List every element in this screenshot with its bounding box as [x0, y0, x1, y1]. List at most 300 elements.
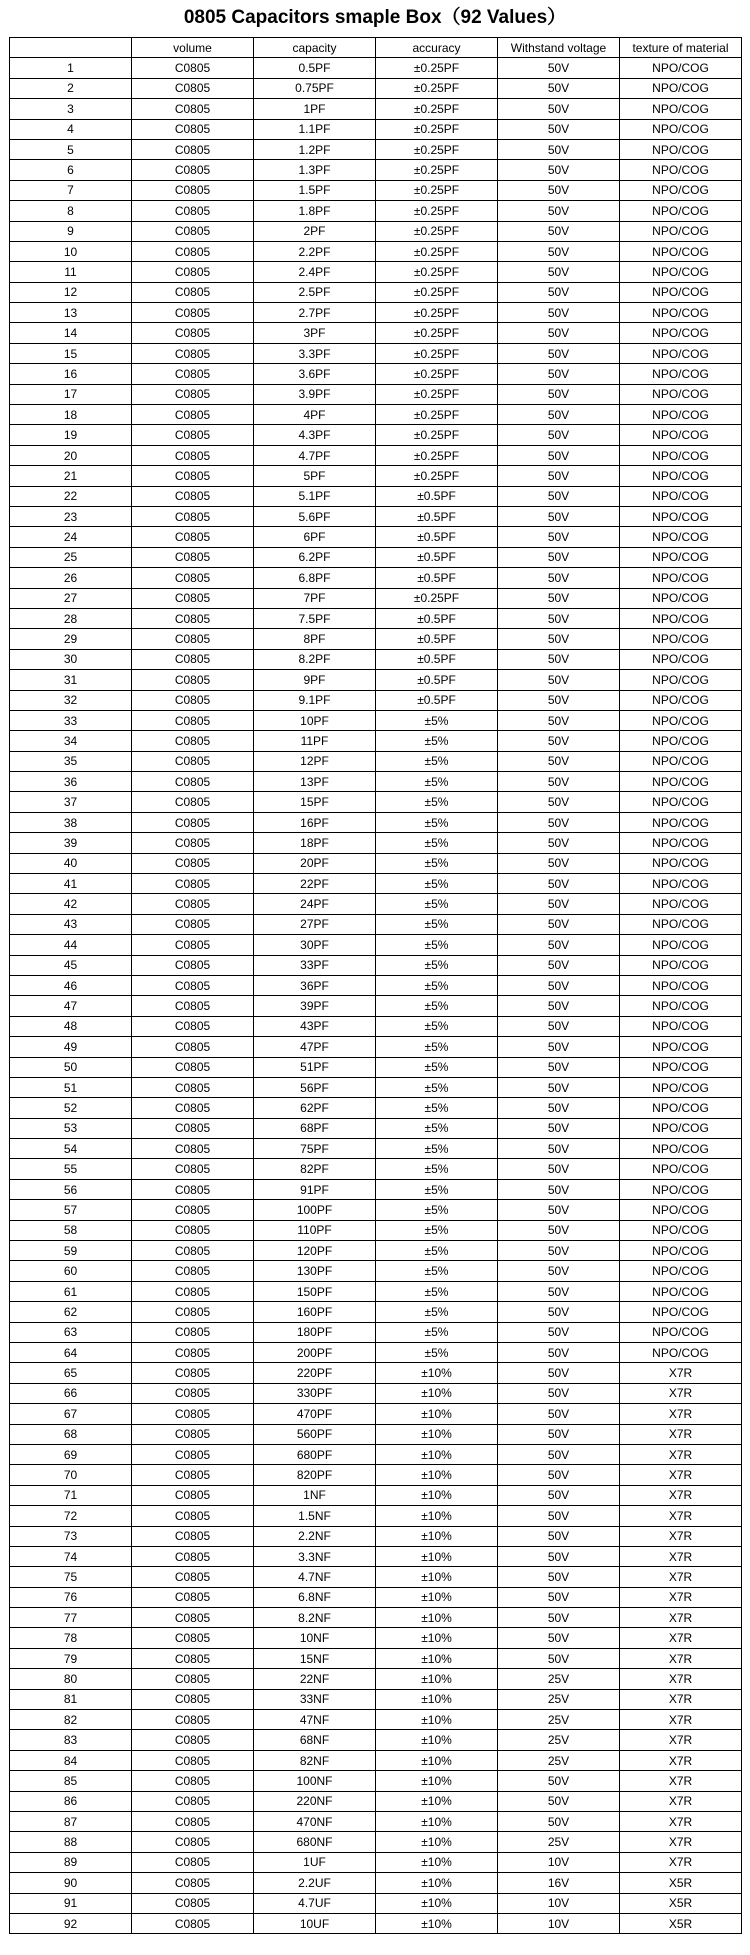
table-row	[10, 935, 742, 955]
cell-withstand-voltage: 50V	[498, 1485, 620, 1505]
cell-capacity: 1.5PF	[254, 180, 376, 200]
cell-texture-of-material: NPO/COG	[620, 1343, 742, 1363]
cell-texture-of-material: NPO/COG	[620, 853, 742, 873]
cell-volume: C0805	[132, 1261, 254, 1281]
cell-volume: C0805	[132, 1179, 254, 1199]
cell-texture-of-material: X7R	[620, 1383, 742, 1403]
cell-index: 26	[10, 568, 132, 588]
cell-volume: C0805	[132, 935, 254, 955]
cell-capacity: 5.6PF	[254, 506, 376, 526]
cell-withstand-voltage: 50V	[498, 58, 620, 78]
cell-volume: C0805	[132, 160, 254, 180]
table-row	[10, 1220, 742, 1240]
cell-texture-of-material: NPO/COG	[620, 1179, 742, 1199]
cell-capacity: 27PF	[254, 914, 376, 934]
table-row	[10, 1811, 742, 1831]
cell-index: 3	[10, 99, 132, 119]
table-row	[10, 996, 742, 1016]
table-row	[10, 772, 742, 792]
cell-volume: C0805	[132, 568, 254, 588]
cell-texture-of-material: NPO/COG	[620, 1200, 742, 1220]
cell-texture-of-material: X7R	[620, 1628, 742, 1648]
table-row	[10, 874, 742, 894]
cell-withstand-voltage: 50V	[498, 874, 620, 894]
table-row	[10, 1322, 742, 1342]
table-row	[10, 119, 742, 139]
cell-index: 58	[10, 1220, 132, 1240]
cell-volume: C0805	[132, 425, 254, 445]
cell-withstand-voltage: 50V	[498, 1465, 620, 1485]
table-row	[10, 1771, 742, 1791]
cell-texture-of-material: NPO/COG	[620, 201, 742, 221]
cell-capacity: 3.9PF	[254, 384, 376, 404]
cell-texture-of-material: NPO/COG	[620, 1139, 742, 1159]
cell-index: 37	[10, 792, 132, 812]
cell-accuracy: ±5%	[376, 1322, 498, 1342]
table-row	[10, 160, 742, 180]
cell-withstand-voltage: 50V	[498, 772, 620, 792]
cell-index: 42	[10, 894, 132, 914]
cell-volume: C0805	[132, 343, 254, 363]
table-row	[10, 751, 742, 771]
cell-index: 87	[10, 1811, 132, 1831]
cell-capacity: 51PF	[254, 1057, 376, 1077]
cell-capacity: 36PF	[254, 975, 376, 995]
cell-index: 44	[10, 935, 132, 955]
cell-index: 11	[10, 262, 132, 282]
table-row	[10, 425, 742, 445]
cell-index: 23	[10, 506, 132, 526]
cell-withstand-voltage: 50V	[498, 1343, 620, 1363]
cell-accuracy: ±5%	[376, 772, 498, 792]
cell-capacity: 9.1PF	[254, 690, 376, 710]
table-row	[10, 241, 742, 261]
cell-texture-of-material: X7R	[620, 1363, 742, 1383]
cell-capacity: 22PF	[254, 874, 376, 894]
cell-texture-of-material: X7R	[620, 1730, 742, 1750]
cell-accuracy: ±0.5PF	[376, 608, 498, 628]
header-capacity: capacity	[254, 38, 376, 58]
table-row	[10, 201, 742, 221]
table-row	[10, 1037, 742, 1057]
cell-accuracy: ±5%	[376, 1200, 498, 1220]
cell-capacity: 4.7PF	[254, 445, 376, 465]
cell-texture-of-material: X7R	[620, 1444, 742, 1464]
cell-volume: C0805	[132, 180, 254, 200]
cell-withstand-voltage: 50V	[498, 1139, 620, 1159]
cell-capacity: 8.2PF	[254, 649, 376, 669]
table-row	[10, 139, 742, 159]
cell-volume: C0805	[132, 1750, 254, 1770]
cell-capacity: 100NF	[254, 1771, 376, 1791]
cell-capacity: 2.2UF	[254, 1873, 376, 1893]
cell-accuracy: ±10%	[376, 1506, 498, 1526]
cell-volume: C0805	[132, 1485, 254, 1505]
cell-texture-of-material: NPO/COG	[620, 486, 742, 506]
cell-withstand-voltage: 50V	[498, 1608, 620, 1628]
table-row	[10, 58, 742, 78]
cell-accuracy: ±5%	[376, 812, 498, 832]
cell-volume: C0805	[132, 670, 254, 690]
cell-capacity: 4PF	[254, 405, 376, 425]
cell-volume: C0805	[132, 405, 254, 425]
table-row	[10, 445, 742, 465]
table-row	[10, 894, 742, 914]
cell-volume: C0805	[132, 1546, 254, 1566]
cell-accuracy: ±5%	[376, 853, 498, 873]
cell-withstand-voltage: 50V	[498, 1404, 620, 1424]
cell-index: 10	[10, 241, 132, 261]
cell-accuracy: ±5%	[376, 935, 498, 955]
cell-volume: C0805	[132, 914, 254, 934]
cell-accuracy: ±5%	[376, 1139, 498, 1159]
cell-index: 33	[10, 710, 132, 730]
table-row	[10, 1628, 742, 1648]
cell-volume: C0805	[132, 58, 254, 78]
cell-withstand-voltage: 50V	[498, 1118, 620, 1138]
cell-texture-of-material: NPO/COG	[620, 139, 742, 159]
table-row	[10, 1750, 742, 1770]
cell-accuracy: ±0.5PF	[376, 670, 498, 690]
cell-capacity: 1.3PF	[254, 160, 376, 180]
cell-withstand-voltage: 50V	[498, 262, 620, 282]
cell-withstand-voltage: 25V	[498, 1750, 620, 1770]
cell-texture-of-material: NPO/COG	[620, 588, 742, 608]
cell-texture-of-material: NPO/COG	[620, 221, 742, 241]
cell-withstand-voltage: 50V	[498, 1506, 620, 1526]
cell-index: 19	[10, 425, 132, 445]
cell-withstand-voltage: 25V	[498, 1730, 620, 1750]
cell-index: 51	[10, 1077, 132, 1097]
cell-withstand-voltage: 50V	[498, 1016, 620, 1036]
cell-withstand-voltage: 25V	[498, 1669, 620, 1689]
cell-capacity: 47NF	[254, 1710, 376, 1730]
cell-capacity: 91PF	[254, 1179, 376, 1199]
cell-accuracy: ±5%	[376, 731, 498, 751]
cell-accuracy: ±0.5PF	[376, 649, 498, 669]
header-volume: volume	[132, 38, 254, 58]
cell-texture-of-material: NPO/COG	[620, 1057, 742, 1077]
cell-capacity: 10UF	[254, 1913, 376, 1933]
cell-volume: C0805	[132, 221, 254, 241]
table-row	[10, 78, 742, 98]
table-row	[10, 282, 742, 302]
cell-index: 62	[10, 1302, 132, 1322]
cell-withstand-voltage: 10V	[498, 1852, 620, 1872]
cell-accuracy: ±0.25PF	[376, 323, 498, 343]
cell-volume: C0805	[132, 1506, 254, 1526]
cell-capacity: 12PF	[254, 751, 376, 771]
cell-withstand-voltage: 50V	[498, 343, 620, 363]
cell-volume: C0805	[132, 303, 254, 323]
cell-capacity: 75PF	[254, 1139, 376, 1159]
cell-volume: C0805	[132, 1057, 254, 1077]
table-row	[10, 1343, 742, 1363]
table-row	[10, 1159, 742, 1179]
cell-withstand-voltage: 50V	[498, 649, 620, 669]
cell-capacity: 5.1PF	[254, 486, 376, 506]
cell-index: 80	[10, 1669, 132, 1689]
cell-capacity: 33PF	[254, 955, 376, 975]
cell-accuracy: ±0.25PF	[376, 241, 498, 261]
cell-volume: C0805	[132, 1139, 254, 1159]
cell-capacity: 130PF	[254, 1261, 376, 1281]
cell-withstand-voltage: 50V	[498, 160, 620, 180]
table-row	[10, 1444, 742, 1464]
cell-accuracy: ±10%	[376, 1832, 498, 1852]
cell-index: 71	[10, 1485, 132, 1505]
cell-capacity: 82NF	[254, 1750, 376, 1770]
table-row	[10, 343, 742, 363]
cell-index: 4	[10, 119, 132, 139]
table-row	[10, 1098, 742, 1118]
cell-withstand-voltage: 50V	[498, 1281, 620, 1301]
cell-capacity: 6.8PF	[254, 568, 376, 588]
cell-texture-of-material: NPO/COG	[620, 241, 742, 261]
cell-volume: C0805	[132, 201, 254, 221]
cell-withstand-voltage: 50V	[498, 833, 620, 853]
cell-accuracy: ±0.25PF	[376, 58, 498, 78]
cell-index: 7	[10, 180, 132, 200]
cell-index: 86	[10, 1791, 132, 1811]
cell-accuracy: ±0.25PF	[376, 99, 498, 119]
cell-withstand-voltage: 50V	[498, 425, 620, 445]
cell-volume: C0805	[132, 1118, 254, 1138]
cell-capacity: 2.2NF	[254, 1526, 376, 1546]
cell-texture-of-material: NPO/COG	[620, 303, 742, 323]
cell-volume: C0805	[132, 1383, 254, 1403]
cell-index: 31	[10, 670, 132, 690]
cell-texture-of-material: NPO/COG	[620, 282, 742, 302]
cell-texture-of-material: NPO/COG	[620, 996, 742, 1016]
cell-texture-of-material: NPO/COG	[620, 649, 742, 669]
cell-capacity: 15PF	[254, 792, 376, 812]
cell-volume: C0805	[132, 1873, 254, 1893]
cell-accuracy: ±10%	[376, 1913, 498, 1933]
cell-texture-of-material: NPO/COG	[620, 1322, 742, 1342]
cell-index: 41	[10, 874, 132, 894]
cell-withstand-voltage: 50V	[498, 670, 620, 690]
cell-accuracy: ±10%	[376, 1791, 498, 1811]
table-header-row	[10, 38, 742, 58]
cell-index: 79	[10, 1648, 132, 1668]
cell-index: 90	[10, 1873, 132, 1893]
header-texture-of-material: texture of material	[620, 38, 742, 58]
cell-index: 75	[10, 1567, 132, 1587]
cell-capacity: 1.8PF	[254, 201, 376, 221]
cell-accuracy: ±0.25PF	[376, 425, 498, 445]
cell-capacity: 18PF	[254, 833, 376, 853]
cell-capacity: 330PF	[254, 1383, 376, 1403]
cell-withstand-voltage: 50V	[498, 629, 620, 649]
cell-capacity: 68PF	[254, 1118, 376, 1138]
cell-withstand-voltage: 50V	[498, 1791, 620, 1811]
cell-texture-of-material: NPO/COG	[620, 1261, 742, 1281]
cell-index: 21	[10, 466, 132, 486]
cell-accuracy: ±10%	[376, 1546, 498, 1566]
cell-texture-of-material: X7R	[620, 1404, 742, 1424]
cell-volume: C0805	[132, 975, 254, 995]
table-row	[10, 364, 742, 384]
cell-withstand-voltage: 50V	[498, 690, 620, 710]
cell-texture-of-material: NPO/COG	[620, 78, 742, 98]
cell-accuracy: ±0.5PF	[376, 506, 498, 526]
cell-accuracy: ±0.25PF	[376, 445, 498, 465]
cell-withstand-voltage: 50V	[498, 1322, 620, 1342]
cell-texture-of-material: X7R	[620, 1771, 742, 1791]
cell-index: 47	[10, 996, 132, 1016]
cell-index: 74	[10, 1546, 132, 1566]
cell-accuracy: ±0.5PF	[376, 527, 498, 547]
cell-withstand-voltage: 50V	[498, 1587, 620, 1607]
table-row	[10, 1363, 742, 1383]
cell-capacity: 82PF	[254, 1159, 376, 1179]
cell-texture-of-material: X7R	[620, 1506, 742, 1526]
table-row	[10, 99, 742, 119]
cell-accuracy: ±5%	[376, 1037, 498, 1057]
cell-index: 6	[10, 160, 132, 180]
table-row	[10, 221, 742, 241]
cell-index: 9	[10, 221, 132, 241]
cell-texture-of-material: NPO/COG	[620, 792, 742, 812]
cell-index: 65	[10, 1363, 132, 1383]
cell-volume: C0805	[132, 710, 254, 730]
cell-capacity: 20PF	[254, 853, 376, 873]
cell-index: 18	[10, 405, 132, 425]
cell-capacity: 2PF	[254, 221, 376, 241]
cell-index: 34	[10, 731, 132, 751]
cell-withstand-voltage: 50V	[498, 1179, 620, 1199]
cell-withstand-voltage: 25V	[498, 1710, 620, 1730]
cell-withstand-voltage: 50V	[498, 303, 620, 323]
cell-index: 8	[10, 201, 132, 221]
cell-volume: C0805	[132, 1852, 254, 1872]
cell-texture-of-material: X7R	[620, 1567, 742, 1587]
cell-texture-of-material: NPO/COG	[620, 1118, 742, 1138]
cell-capacity: 24PF	[254, 894, 376, 914]
cell-capacity: 470PF	[254, 1404, 376, 1424]
cell-capacity: 3.3NF	[254, 1546, 376, 1566]
cell-withstand-voltage: 50V	[498, 1444, 620, 1464]
table-row	[10, 608, 742, 628]
cell-texture-of-material: NPO/COG	[620, 608, 742, 628]
cell-texture-of-material: X7R	[620, 1669, 742, 1689]
table-row	[10, 568, 742, 588]
cell-capacity: 11PF	[254, 731, 376, 751]
cell-capacity: 110PF	[254, 1220, 376, 1240]
cell-accuracy: ±0.25PF	[376, 262, 498, 282]
cell-capacity: 9PF	[254, 670, 376, 690]
cell-texture-of-material: NPO/COG	[620, 527, 742, 547]
cell-withstand-voltage: 50V	[498, 914, 620, 934]
header-accuracy: accuracy	[376, 38, 498, 58]
cell-accuracy: ±0.25PF	[376, 160, 498, 180]
cell-texture-of-material: X5R	[620, 1913, 742, 1933]
table-row	[10, 1383, 742, 1403]
cell-withstand-voltage: 50V	[498, 364, 620, 384]
cell-volume: C0805	[132, 1098, 254, 1118]
cell-index: 46	[10, 975, 132, 995]
cell-index: 68	[10, 1424, 132, 1444]
cell-volume: C0805	[132, 466, 254, 486]
cell-volume: C0805	[132, 731, 254, 751]
cell-volume: C0805	[132, 812, 254, 832]
header-withstand-voltage: Withstand voltage	[498, 38, 620, 58]
cell-withstand-voltage: 50V	[498, 894, 620, 914]
cell-accuracy: ±5%	[376, 1057, 498, 1077]
table-row	[10, 1465, 742, 1485]
cell-texture-of-material: NPO/COG	[620, 323, 742, 343]
cell-capacity: 56PF	[254, 1077, 376, 1097]
cell-accuracy: ±5%	[376, 874, 498, 894]
cell-texture-of-material: NPO/COG	[620, 384, 742, 404]
cell-index: 27	[10, 588, 132, 608]
cell-capacity: 2.5PF	[254, 282, 376, 302]
cell-accuracy: ±5%	[376, 894, 498, 914]
cell-capacity: 10PF	[254, 710, 376, 730]
cell-withstand-voltage: 50V	[498, 119, 620, 139]
table-row	[10, 914, 742, 934]
cell-texture-of-material: NPO/COG	[620, 670, 742, 690]
cell-accuracy: ±10%	[376, 1873, 498, 1893]
cell-accuracy: ±5%	[376, 1118, 498, 1138]
cell-capacity: 820PF	[254, 1465, 376, 1485]
table-row	[10, 670, 742, 690]
cell-index: 50	[10, 1057, 132, 1077]
cell-withstand-voltage: 10V	[498, 1893, 620, 1913]
cell-texture-of-material: X7R	[620, 1791, 742, 1811]
cell-withstand-voltage: 50V	[498, 996, 620, 1016]
cell-texture-of-material: NPO/COG	[620, 160, 742, 180]
cell-capacity: 3.3PF	[254, 343, 376, 363]
table-row	[10, 1689, 742, 1709]
cell-volume: C0805	[132, 1648, 254, 1668]
cell-volume: C0805	[132, 1567, 254, 1587]
cell-volume: C0805	[132, 1689, 254, 1709]
cell-volume: C0805	[132, 241, 254, 261]
table-row	[10, 1118, 742, 1138]
cell-texture-of-material: NPO/COG	[620, 262, 742, 282]
cell-capacity: 470NF	[254, 1811, 376, 1831]
cell-accuracy: ±10%	[376, 1567, 498, 1587]
cell-index: 57	[10, 1200, 132, 1220]
table-row	[10, 1261, 742, 1281]
cell-capacity: 16PF	[254, 812, 376, 832]
cell-withstand-voltage: 50V	[498, 506, 620, 526]
cell-capacity: 30PF	[254, 935, 376, 955]
cell-withstand-voltage: 50V	[498, 1771, 620, 1791]
cell-capacity: 13PF	[254, 772, 376, 792]
table-row	[10, 1791, 742, 1811]
table-row	[10, 710, 742, 730]
cell-texture-of-material: NPO/COG	[620, 506, 742, 526]
cell-accuracy: ±0.25PF	[376, 405, 498, 425]
cell-withstand-voltage: 50V	[498, 975, 620, 995]
cell-capacity: 200PF	[254, 1343, 376, 1363]
cell-accuracy: ±10%	[376, 1404, 498, 1424]
cell-index: 2	[10, 78, 132, 98]
table-row	[10, 1648, 742, 1668]
cell-accuracy: ±5%	[376, 914, 498, 934]
cell-capacity: 6.8NF	[254, 1587, 376, 1607]
table-row	[10, 1567, 742, 1587]
cell-volume: C0805	[132, 1587, 254, 1607]
cell-withstand-voltage: 50V	[498, 1037, 620, 1057]
cell-texture-of-material: NPO/COG	[620, 894, 742, 914]
cell-texture-of-material: X7R	[620, 1526, 742, 1546]
cell-volume: C0805	[132, 1220, 254, 1240]
cell-volume: C0805	[132, 588, 254, 608]
